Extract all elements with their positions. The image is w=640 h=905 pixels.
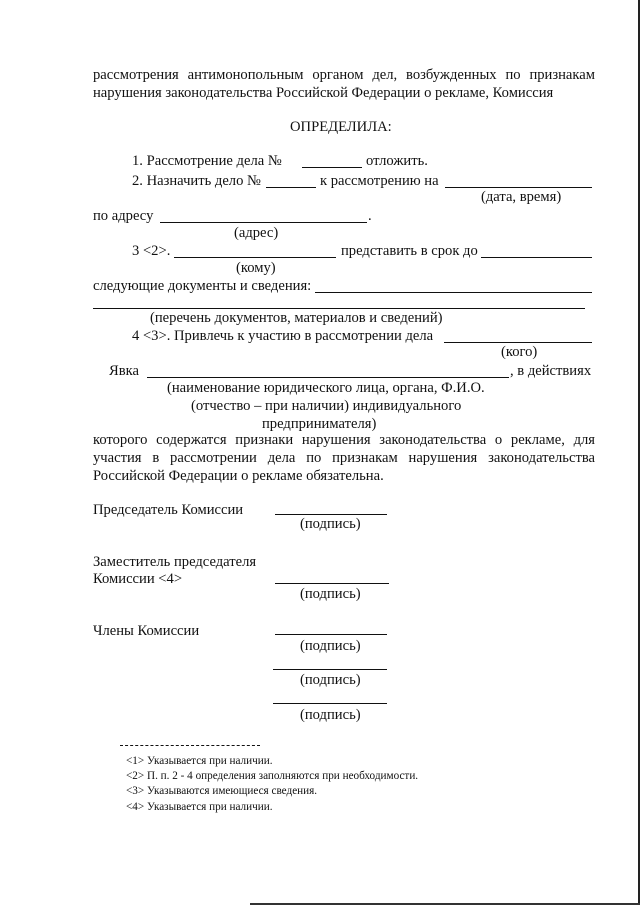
item-1-text: 1. Рассмотрение дела № (132, 153, 282, 169)
item-2-text: 2. Назначить дело № (132, 173, 261, 189)
documents-label: следующие документы и сведения: (93, 278, 312, 294)
item-3-number: 3 <2>. (132, 243, 171, 259)
attendance-label: Явка (109, 363, 139, 379)
deputy-label-2: Комиссии <4> (93, 571, 183, 587)
members-label: Члены Комиссии (93, 623, 200, 639)
footnote-3: <3> Указываются имеющиеся сведения. (126, 785, 318, 797)
intro-line-1: рассмотрения антимонопольным органом дел, возбужденных по признакам (93, 67, 595, 83)
footnote-4: <4> Указывается при наличии. (126, 801, 273, 813)
deadline-blank[interactable] (481, 257, 592, 258)
member-signature-line-2[interactable] (273, 669, 387, 670)
participant-caption: (кого) (501, 344, 538, 360)
attendance-line-1: которого содержатся признаки нарушения законодательства о рекламе, для (93, 432, 595, 448)
deputy-label-1: Заместитель председателя (93, 554, 257, 570)
footnote-1: <1> Указывается при наличии. (126, 755, 273, 767)
date-time-caption: (дата, время) (481, 189, 562, 205)
address-blank[interactable] (160, 222, 367, 223)
chairman-label: Председатель Комиссии (93, 502, 244, 518)
entity-caption-1: (наименование юридического лица, органа, Ф.И.О. (167, 380, 485, 396)
recipient-caption: (кому) (236, 260, 276, 276)
member-signature-line-3[interactable] (273, 703, 387, 704)
item-4-text: 4 <3>. Привлечь к участию в рассмотрении дела (132, 328, 434, 344)
member-signature-caption-3: (подпись) (300, 707, 361, 723)
case-number-blank-2[interactable] (266, 187, 316, 188)
item-1-suffix: отложить. (366, 153, 428, 169)
entity-caption-3: предпринимателя) (262, 416, 377, 432)
recipient-blank[interactable] (174, 257, 336, 258)
attendance-line-2: участия в рассмотрении дела по признакам нарушения законодательства (93, 450, 595, 466)
chairman-signature-caption: (подпись) (300, 516, 361, 532)
member-signature-caption-2: (подпись) (300, 672, 361, 688)
page-heading: ОПРЕДЕЛИЛА: (290, 119, 392, 135)
footnote-2: <2> П. п. 2 - 4 определения заполняются при необходимости. (126, 770, 419, 782)
item-2-middle: к рассмотрению на (320, 173, 439, 189)
deputy-signature-caption: (подпись) (300, 586, 361, 602)
footnote-separator (120, 745, 260, 746)
address-caption: (адрес) (234, 225, 279, 241)
attendance-line-3: Российской Федерации о рекламе обязательна. (93, 468, 384, 484)
item-3-middle: представить в срок до (341, 243, 478, 259)
address-label: по адресу (93, 208, 154, 224)
documents-caption: (перечень документов, материалов и сведений) (150, 310, 443, 326)
documents-blank-1[interactable] (315, 292, 592, 293)
deputy-signature-line[interactable] (275, 583, 389, 584)
case-number-blank-1[interactable] (302, 167, 362, 168)
address-end: . (368, 208, 372, 224)
member-signature-line-1[interactable] (275, 634, 387, 635)
entity-caption-2: (отчество – при наличии) индивидуального (191, 398, 462, 414)
attendance-suffix: , в действиях (510, 363, 592, 379)
intro-line-2: нарушения законодательства Российской Федерации о рекламе, Комиссия (93, 85, 554, 101)
entity-blank[interactable] (147, 377, 509, 378)
member-signature-caption-1: (подпись) (300, 638, 361, 654)
